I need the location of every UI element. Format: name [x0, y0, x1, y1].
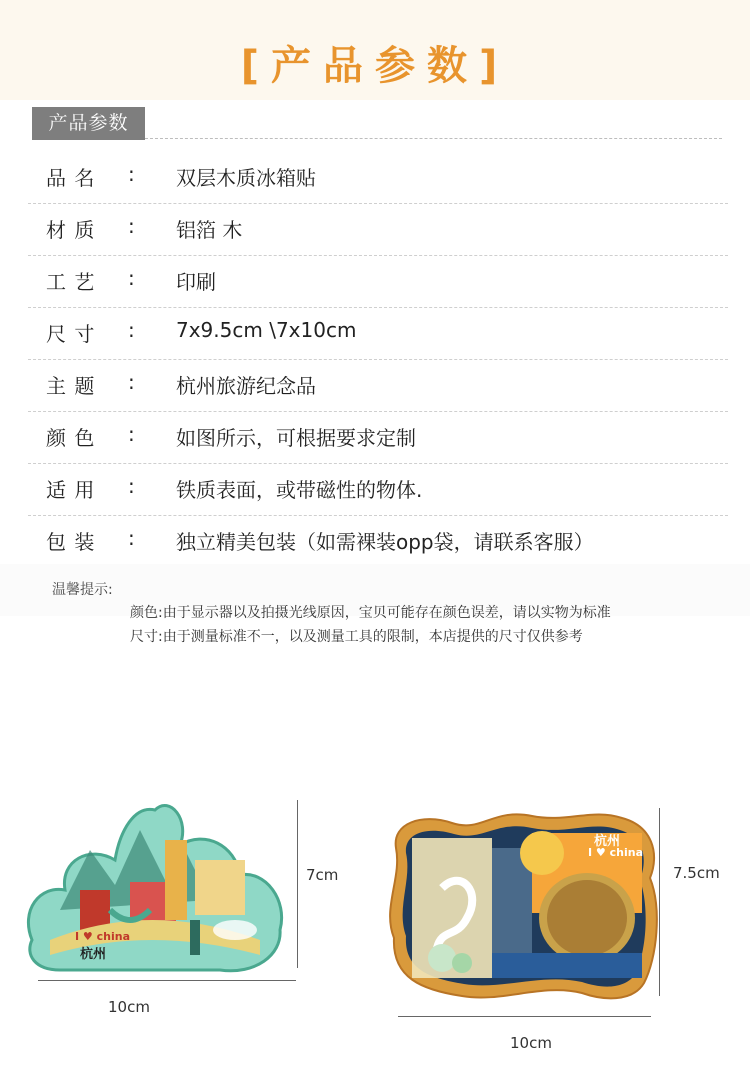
param-row-color	[28, 412, 728, 464]
param-row-craft	[28, 256, 728, 308]
section-divider	[145, 138, 722, 139]
param-value: 双层木质冰箱贴	[176, 166, 316, 190]
param-row-material	[28, 204, 728, 256]
left-magnet-city: 杭州	[80, 947, 107, 962]
param-row-theme	[28, 360, 728, 412]
param-value: 铝箔 木	[176, 218, 243, 242]
param-colon: :	[128, 266, 135, 290]
param-colon: :	[128, 474, 135, 498]
right-magnet-brand: I ♥ china	[588, 846, 643, 859]
left-width-label: 10cm	[108, 998, 150, 1016]
param-label: 品 名	[46, 166, 96, 190]
param-colon: :	[128, 422, 135, 446]
left-magnet-brand: I ♥ china	[75, 930, 130, 943]
param-label: 尺 寸	[46, 322, 96, 346]
param-row-package	[28, 516, 728, 568]
param-colon: :	[128, 214, 135, 238]
left-magnet-image	[20, 790, 292, 980]
param-colon: :	[128, 318, 135, 342]
param-value: 铁质表面，或带磁性的物体.	[176, 478, 423, 502]
param-value: 独立精美包装（如需裸装opp袋，请联系客服）	[176, 530, 594, 554]
right-height-line	[659, 808, 660, 996]
param-value: 如图所示，可根据要求定制	[176, 426, 416, 450]
left-width-line	[38, 980, 296, 981]
param-colon: :	[128, 162, 135, 186]
param-colon: :	[128, 370, 135, 394]
tips-heading: 温馨提示:	[52, 582, 113, 598]
param-row-usage	[28, 464, 728, 516]
param-value: 7x9.5cm \7x10cm	[176, 318, 357, 342]
page-title: [产品参数]	[240, 43, 510, 89]
tip-size: 尺寸:由于测量标准不一，以及测量工具的限制，本店提供的尺寸仅供参考	[130, 629, 583, 645]
param-row-size	[28, 308, 728, 360]
param-value: 印刷	[176, 270, 216, 294]
right-magnet-image	[382, 808, 664, 1006]
left-height-line	[297, 800, 298, 968]
right-width-label: 10cm	[510, 1034, 552, 1052]
params-table	[28, 152, 728, 568]
param-colon: :	[128, 526, 135, 550]
param-row-name	[28, 152, 728, 204]
param-label: 工 艺	[46, 270, 96, 294]
param-label: 包 装	[46, 530, 96, 554]
left-height-label: 7cm	[306, 866, 339, 884]
param-value: 杭州旅游纪念品	[176, 374, 316, 398]
right-magnet-city: 杭州	[594, 834, 621, 849]
right-width-line	[398, 1016, 651, 1017]
param-label: 材 质	[46, 218, 96, 242]
section-tab: 产品参数	[32, 107, 145, 140]
param-label: 主 题	[46, 374, 96, 398]
param-label: 颜 色	[46, 426, 96, 450]
right-height-label: 7.5cm	[673, 864, 720, 882]
param-label: 适 用	[46, 478, 96, 502]
tip-color: 颜色:由于显示器以及拍摄光线原因，宝贝可能存在颜色误差，请以实物为标准	[130, 605, 611, 621]
